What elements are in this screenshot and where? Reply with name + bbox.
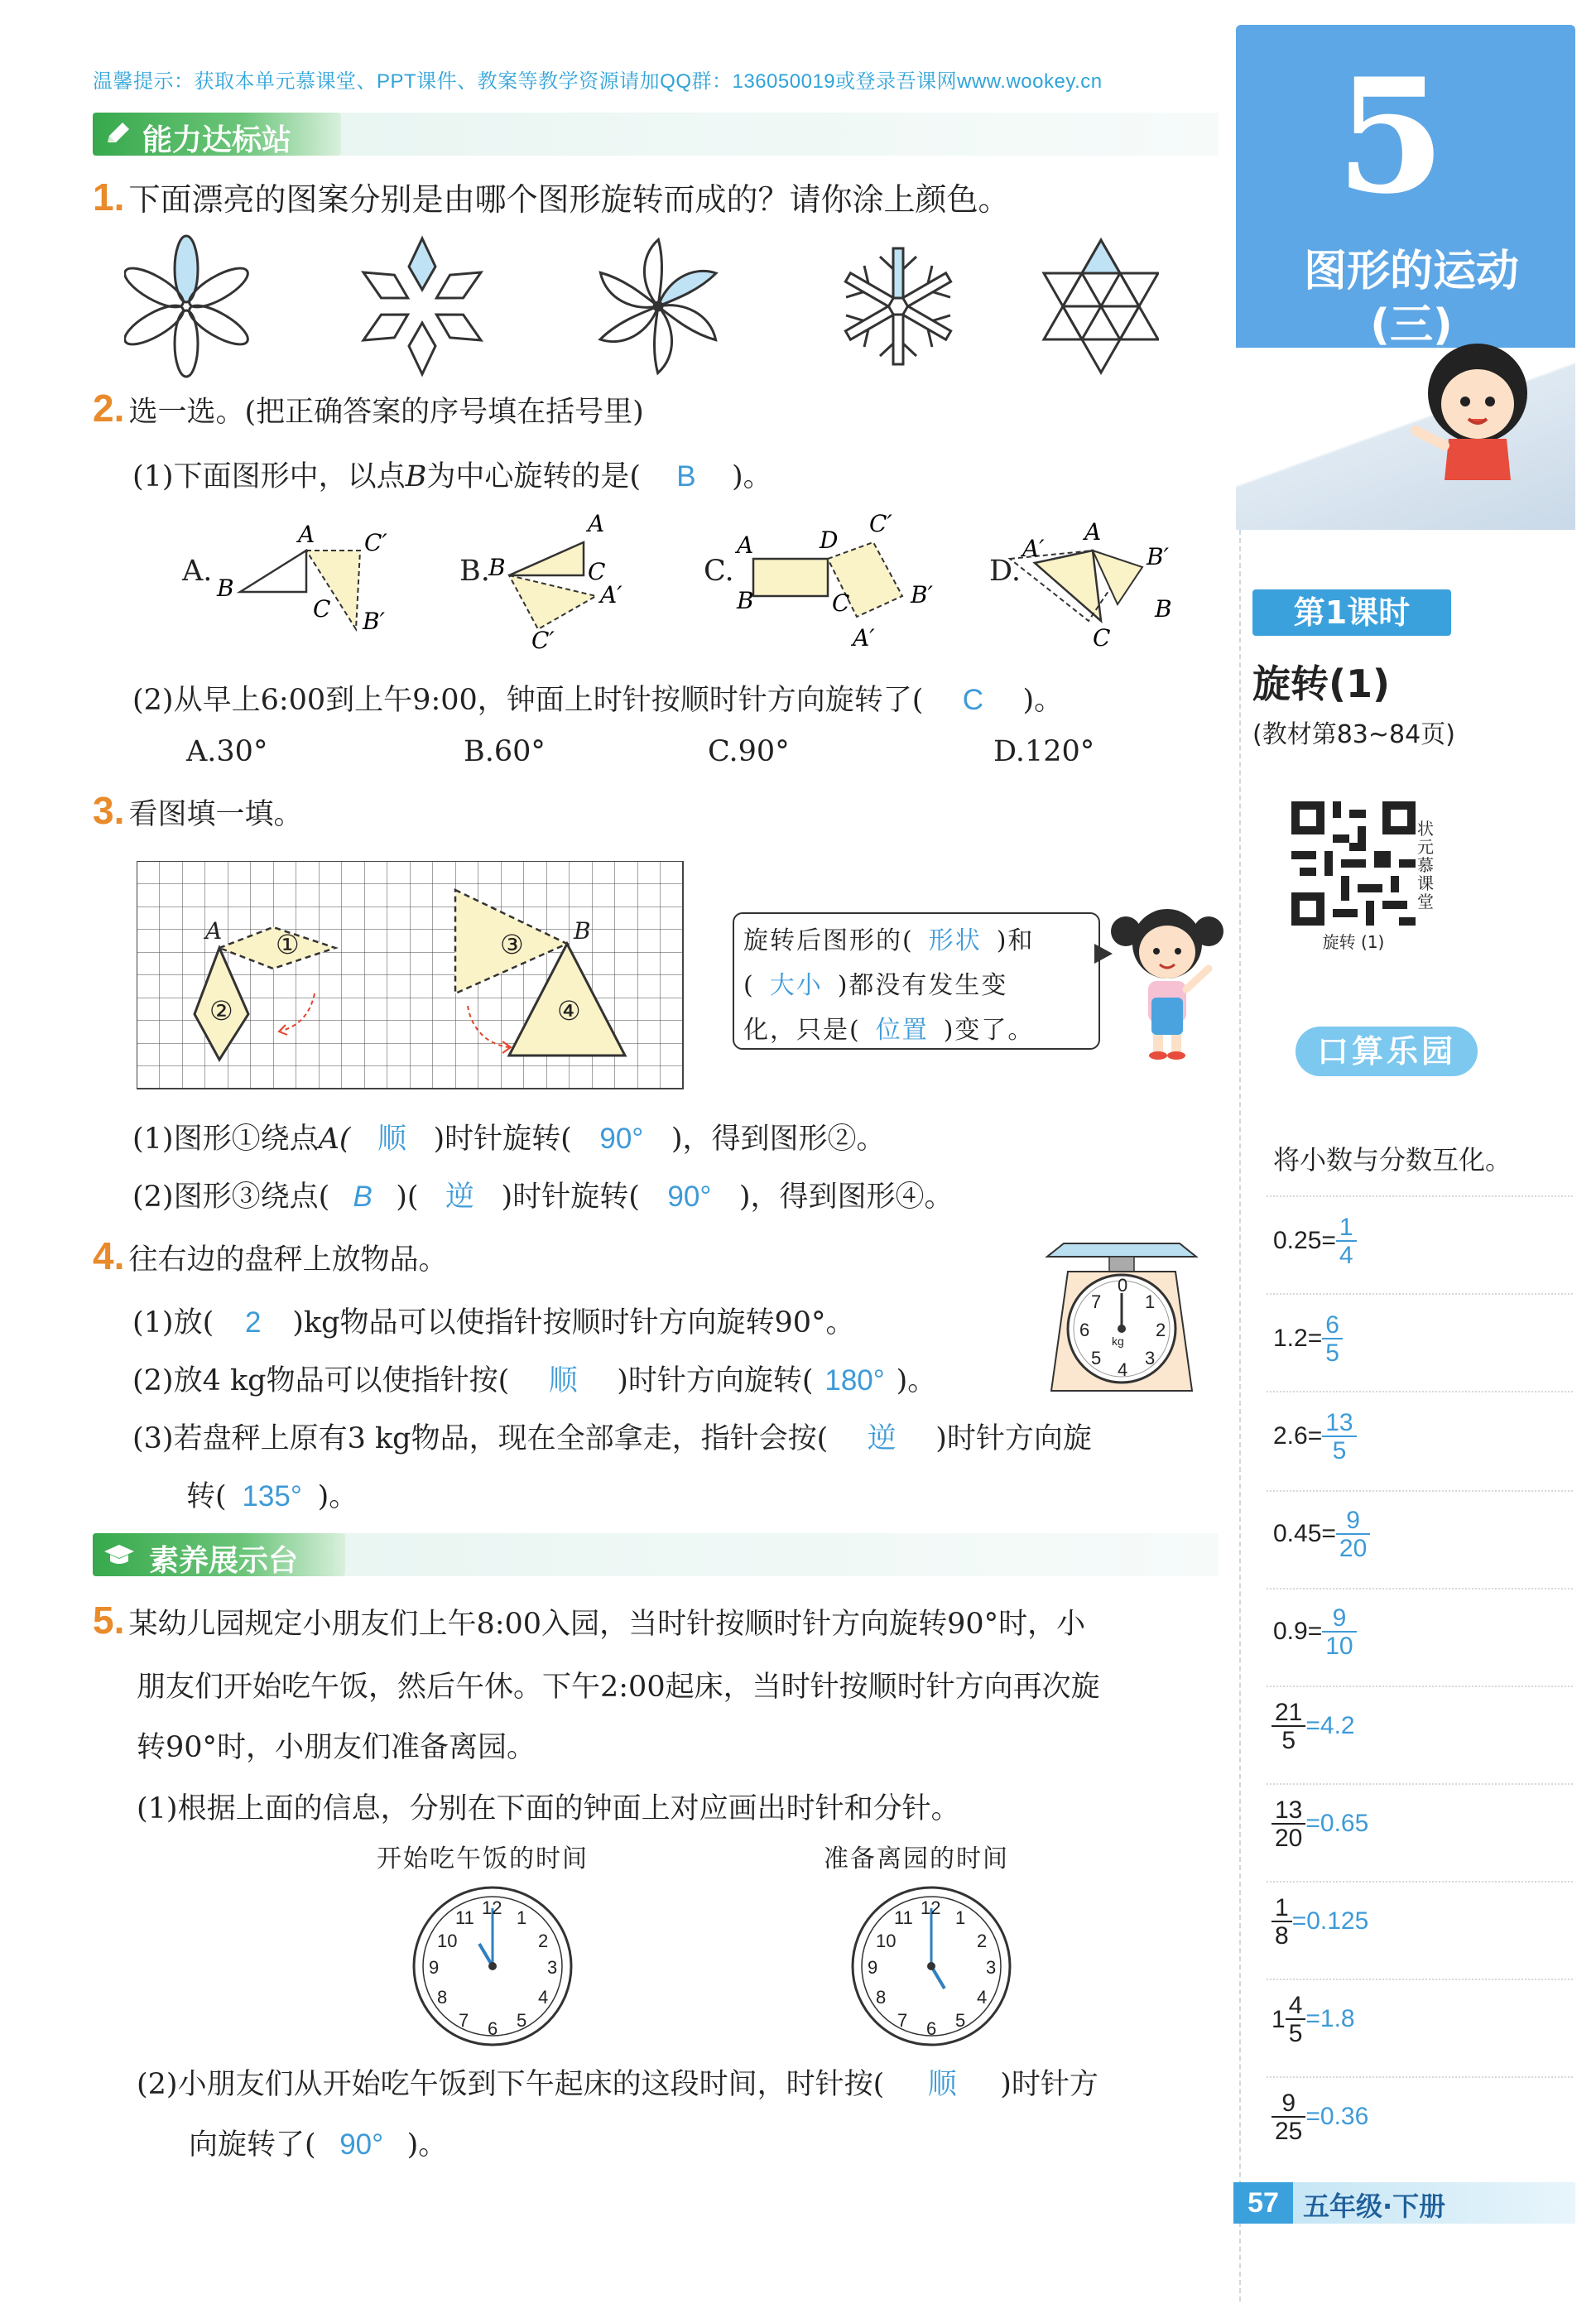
q4-p2-a: (2)放4 kg物品可以使指针按( [132, 1364, 510, 1397]
q3-p1-answer-direction: 顺 [377, 1123, 407, 1155]
q4-p1-answer: 2 [245, 1306, 262, 1339]
star-pattern [1044, 240, 1158, 373]
c2-n1: 1 [955, 1907, 966, 1928]
q2-p1-suffix: )。 [731, 460, 772, 493]
section-title: 能力达标站 [142, 123, 292, 157]
separator [1267, 1391, 1573, 1392]
q2-text-option-d: D.120° [993, 735, 1095, 768]
c1-n7: 7 [459, 2010, 469, 2031]
svg-text:A: A [588, 513, 605, 537]
q2-p1-mid: 为中心旋转的是( [426, 460, 641, 493]
shape-2-label: ② [209, 995, 233, 1027]
q2-text-option-b: B.60° [464, 735, 546, 768]
question-text: 看图填一填。 [128, 798, 303, 831]
q4-part3-cont [186, 1474, 358, 1515]
q3-p2-d: )，得到图形④。 [738, 1181, 954, 1214]
q3-part1 [132, 1116, 885, 1157]
q2-part1 [132, 454, 772, 495]
c2-n6: 6 [926, 2018, 937, 2039]
math-item-9 [1272, 1993, 1355, 2046]
denominator: 4 [1336, 1240, 1357, 1268]
unit-title: 图形的运动 [1303, 247, 1519, 296]
svg-text:C: C [832, 589, 850, 617]
point-b-label: B [574, 917, 591, 945]
question-text-line1: 某幼儿园规定小朋友们上午8:00入园，当时针按顺时针方向旋转90°时，小 [128, 1608, 1086, 1641]
q4-p1-b: )kg物品可以使指针按顺时针方向旋转90°。 [292, 1306, 855, 1339]
opt-label-b: B. [459, 555, 490, 588]
scale-unit: kg [1112, 1335, 1124, 1348]
denominator: 25 [1272, 2116, 1305, 2144]
q2-p1-answer: B [676, 460, 696, 493]
c2-n8: 8 [876, 1987, 887, 2008]
q4-p3-b: )时针方向旋 [935, 1422, 1092, 1455]
numerator: 1 [1339, 1214, 1353, 1241]
clock2-label: 准备离园的时间 [824, 1844, 1009, 1873]
bubble-l2a: ( [743, 971, 755, 1000]
question-text: 下面漂亮的图案分别是由哪个图形旋转而成的？请你涂上颜色。 [128, 181, 1010, 218]
question-3 [93, 788, 302, 833]
math-item-1 [1273, 1215, 1357, 1268]
snowflake-pattern [839, 248, 957, 364]
q2-text-option-c: C.90° [708, 735, 790, 768]
math-answer-fraction [1322, 1606, 1356, 1659]
math-question-fraction [1286, 1993, 1306, 2046]
question-text: 往右边的盘秤上放物品。 [128, 1243, 448, 1277]
q4-p3-c: 转( [186, 1480, 227, 1513]
option-c-figure [734, 513, 934, 652]
numerator: 9 [1332, 1604, 1347, 1632]
question-number: 2. [93, 387, 125, 430]
scale-num-3: 3 [1145, 1348, 1156, 1368]
q3-p2-a: (2)图形③绕点( [132, 1181, 330, 1214]
q3-grid-figure [137, 861, 691, 1093]
q3-p1-b: A( [318, 1123, 351, 1156]
svg-text:B: B [737, 587, 754, 614]
q3-p2-answer-angle: 90° [667, 1181, 712, 1213]
q2-p2-suffix: )。 [1022, 684, 1064, 717]
q5-p2-b: )时针方 [1000, 2068, 1098, 2101]
textbook-pages: (教材第83~84页) [1252, 720, 1455, 749]
svg-text:A′: A′ [853, 624, 875, 652]
bubble-l3b: )变了。 [943, 1016, 1035, 1045]
math-question: 0.9= [1273, 1617, 1323, 1645]
math-question: 0.45= [1273, 1519, 1336, 1547]
kite-pattern [357, 238, 488, 374]
separator [1267, 1293, 1573, 1295]
separator [1267, 1686, 1573, 1687]
math-answer-fraction [1336, 1508, 1370, 1561]
q5-part2 [137, 2061, 1098, 2103]
scale-num-6: 6 [1079, 1320, 1090, 1340]
c2-n7: 7 [897, 2010, 908, 2031]
denominator: 8 [1272, 1921, 1292, 1949]
q4-p2-b: )时针方向旋转( [617, 1364, 814, 1397]
denominator: 5 [1322, 1338, 1343, 1366]
section-header-ability [93, 113, 341, 156]
q4-part3 [132, 1416, 1092, 1457]
bubble-answer-position: 位置 [875, 1017, 929, 1044]
q4-part1 [132, 1300, 855, 1341]
question-number: 3. [93, 789, 125, 832]
math-item-8 [1272, 1896, 1368, 1949]
q2-p2-prefix: (2)从早上6:00到上午9:00，钟面上时针按顺时针方向旋转了( [132, 684, 924, 717]
svg-text:B: B [1155, 595, 1172, 623]
math-answer: =0.125 [1291, 1907, 1369, 1935]
bubble-answer-shape: 形状 [928, 927, 982, 955]
separator [1267, 1783, 1573, 1785]
math-answer: =0.65 [1305, 1809, 1369, 1837]
scale-num-7: 7 [1091, 1291, 1102, 1312]
question-number: 1. [93, 176, 125, 219]
clock1-label: 开始吃午饭的时间 [377, 1844, 589, 1873]
math-answer-fraction [1322, 1313, 1343, 1366]
q4-part2 [132, 1358, 936, 1399]
graduation-cap-icon [103, 1541, 136, 1570]
flower-pattern [124, 236, 253, 377]
q4-p2-c: )。 [896, 1364, 937, 1397]
separator [1267, 1881, 1573, 1883]
numerator: 21 [1275, 1699, 1303, 1726]
q3-p2-b: )( [396, 1181, 419, 1214]
c1-n1: 1 [517, 1907, 527, 1928]
c1-n8: 8 [437, 1987, 448, 2008]
whole-number: 1 [1272, 2006, 1286, 2033]
shape-3-label: ③ [500, 929, 524, 960]
mental-math-title: 口算乐园 [1296, 1027, 1478, 1076]
scale-num-2: 2 [1156, 1320, 1166, 1340]
q3-p1-answer-angle: 90° [599, 1123, 644, 1155]
math-item-7 [1272, 1798, 1368, 1851]
numerator: 9 [1346, 1507, 1360, 1534]
pencil-icon [103, 119, 132, 149]
math-question-fraction [1272, 1700, 1305, 1753]
denominator: 20 [1272, 1823, 1305, 1851]
scale-num-4: 4 [1118, 1359, 1128, 1380]
q2-text-option-a: A.30° [186, 735, 268, 768]
separator [1267, 1588, 1573, 1589]
svg-text:C′: C′ [531, 627, 555, 654]
svg-text:C′: C′ [364, 529, 387, 556]
c2-n4: 4 [977, 1987, 988, 2008]
q4-p2-answer-direction: 顺 [548, 1364, 578, 1397]
option-b-figure [488, 513, 623, 654]
denominator: 5 [1322, 1436, 1356, 1464]
denominator: 5 [1286, 2018, 1306, 2046]
scale-num-0: 0 [1118, 1275, 1128, 1296]
svg-text:A: A [1084, 518, 1102, 546]
denominator: 10 [1322, 1631, 1356, 1659]
svg-text:B: B [217, 575, 234, 602]
numerator: 13 [1275, 1796, 1303, 1824]
separator [1267, 1979, 1573, 1980]
question-4 [93, 1234, 447, 1278]
q3-p1-c: )时针旋转( [433, 1123, 572, 1156]
q3-part2 [132, 1174, 954, 1215]
math-answer: =4.2 [1305, 1711, 1355, 1739]
bubble-l3a: 化，只是( [743, 1016, 861, 1045]
q3-p1-a: (1)图形①绕点 [132, 1123, 319, 1156]
math-answer-fraction [1322, 1411, 1356, 1464]
q3-p2-answer-point: B [353, 1181, 373, 1213]
q2-p1-prefix: (1)下面图形中，以点 [132, 460, 406, 493]
svg-text:D: D [820, 527, 839, 554]
q5-p2-answer-direction: 顺 [927, 2068, 957, 2100]
qr-side-text: 状元慕课堂 [1417, 819, 1434, 911]
svg-text:A: A [737, 531, 754, 559]
c1-n11: 11 [455, 1907, 474, 1928]
math-answer: =0.36 [1305, 2102, 1369, 2130]
question-text: 选一选。(把正确答案的序号填在括号里) [128, 396, 644, 429]
grade-label: 五年级·下册 [1303, 2191, 1446, 2222]
c2-n12: 12 [921, 1897, 941, 1918]
math-item-4 [1273, 1508, 1370, 1561]
q4-p3-d: )。 [317, 1480, 358, 1513]
lesson-title: 旋转(1) [1252, 661, 1391, 706]
opt-label-c: C. [704, 555, 734, 588]
question-number: 5. [93, 1599, 125, 1642]
c1-n10: 10 [437, 1931, 458, 1951]
opt-label-a: A. [182, 555, 213, 588]
mental-instruction: 将小数与分数互化。 [1273, 1144, 1512, 1176]
math-item-2 [1273, 1313, 1343, 1366]
q2-part2 [132, 677, 1063, 719]
c2-n11: 11 [894, 1907, 913, 1928]
svg-text:B′: B′ [911, 581, 933, 608]
question-1 [93, 174, 1009, 219]
c1-n2: 2 [538, 1931, 549, 1951]
q4-p3-a: (3)若盘秤上原有3 kg物品，现在全部拿走，指针会按( [132, 1422, 829, 1455]
question-number: 4. [93, 1234, 125, 1277]
c1-n3: 3 [547, 1957, 558, 1978]
svg-text:C: C [1093, 624, 1111, 652]
svg-text:A′: A′ [1022, 535, 1045, 562]
q5-part1: (1)根据上面的信息，分别在下面的钟面上对应画出时针和分针。 [137, 1792, 960, 1825]
q5-part2-cont [189, 2122, 447, 2163]
q5-p2-a: (2)小朋友们从开始吃午饭到下午起床的这段时间，时针按( [137, 2068, 885, 2101]
svg-text:A′: A′ [600, 581, 623, 608]
q4-p1-a: (1)放( [132, 1306, 214, 1339]
separator [1267, 1195, 1573, 1197]
c2-n10: 10 [876, 1931, 897, 1951]
section-title: 素养展示台 [149, 1544, 299, 1578]
c2-n5: 5 [955, 2010, 966, 2031]
math-question: 2.6= [1273, 1421, 1323, 1450]
math-item-3 [1273, 1411, 1357, 1464]
question-2 [93, 386, 644, 430]
svg-text:C: C [588, 558, 606, 585]
c2-n3: 3 [986, 1957, 997, 1978]
separator [1267, 2076, 1573, 2078]
numerator: 13 [1325, 1409, 1353, 1436]
c1-n6: 6 [488, 2018, 498, 2039]
shape-4-label: ④ [557, 995, 581, 1027]
numerator: 4 [1288, 1992, 1303, 2019]
math-question-fraction [1272, 1798, 1305, 1851]
c1-n5: 5 [517, 2010, 527, 2031]
math-question: 0.25= [1273, 1226, 1336, 1254]
q5-p2-d: )。 [406, 2128, 448, 2162]
c1-n4: 4 [538, 1987, 549, 2008]
bubble-l2b: )都没有发生变 [837, 971, 1008, 1000]
q5-p2-c: 向旋转了( [189, 2128, 316, 2162]
column-divider [1239, 530, 1241, 2301]
svg-text:B′: B′ [363, 608, 385, 635]
scale-num-1: 1 [1145, 1291, 1156, 1312]
unit-subtitle: (三) [1370, 301, 1453, 350]
denominator: 5 [1272, 1725, 1305, 1753]
math-question-fraction [1272, 1896, 1292, 1949]
point-a-label: A [205, 917, 223, 945]
rotation-patterns [124, 232, 1159, 381]
page-number: 57 [1233, 2182, 1293, 2224]
math-item-6 [1272, 1700, 1355, 1753]
q4-p2-answer-angle: 180° [824, 1364, 885, 1397]
svg-text:A: A [298, 521, 315, 548]
denominator: 20 [1336, 1533, 1370, 1561]
option-a-figure [216, 521, 387, 635]
shape-1-label: ① [276, 929, 300, 960]
math-item-5 [1273, 1606, 1357, 1659]
bubble-l1a: 旋转后图形的( [743, 926, 914, 955]
q2-p2-answer: C [962, 684, 984, 716]
q4-p3-answer-angle: 135° [242, 1480, 302, 1512]
question-5 [93, 1598, 1235, 1642]
qr-code-icon[interactable] [1291, 801, 1416, 926]
separator [1267, 1490, 1573, 1492]
math-question-fraction [1272, 2091, 1305, 2144]
q3-p2-answer-direction: 逆 [445, 1181, 475, 1213]
q4-p3-answer-direction: 逆 [867, 1422, 897, 1455]
point-label: B [405, 460, 427, 493]
bubble-answer-size: 大小 [769, 972, 823, 999]
opt-label-d: D. [989, 555, 1021, 588]
section-header-literacy [93, 1533, 345, 1576]
c2-n2: 2 [977, 1931, 988, 1951]
qr-caption: 旋转 (1) [1322, 932, 1385, 952]
question-text-line2: 朋友们开始吃午饭，然后午休。下午2:00起床，当时针按顺时针方向再次旋 [137, 1671, 1100, 1704]
swirl-pattern [598, 238, 718, 374]
q2-option-figures [182, 513, 1200, 658]
svg-text:B: B [488, 554, 506, 581]
q5-p2-answer-angle: 90° [339, 2128, 384, 2161]
top-notice: 温馨提示：获取本单元慕课堂、PPT课件、教案等教学资源请加QQ群：136050019或登录吾课网www.wookey.cn [93, 70, 1103, 93]
svg-text:B′: B′ [1147, 543, 1169, 570]
math-answer-fraction [1336, 1215, 1357, 1268]
c2-n9: 9 [868, 1957, 878, 1978]
math-item-10 [1272, 2091, 1368, 2144]
numerator: 1 [1275, 1894, 1289, 1921]
bubble-l1b: )和 [996, 926, 1035, 955]
svg-text:C: C [313, 595, 331, 623]
question-text-line3: 转90°时，小朋友们准备离园。 [137, 1731, 536, 1764]
c1-n9: 9 [429, 1957, 440, 1978]
numerator: 6 [1325, 1311, 1339, 1339]
svg-text:C′: C′ [869, 513, 892, 537]
bubble-text [743, 919, 1099, 1053]
math-answer: =1.8 [1305, 2004, 1355, 2032]
banner-girl [1399, 339, 1548, 480]
lesson-tag: 第1课时 [1252, 589, 1451, 636]
math-question: 1.2= [1273, 1324, 1323, 1352]
scale-num-5: 5 [1091, 1348, 1102, 1368]
q3-p2-c: )时针旋转( [501, 1181, 640, 1214]
q3-p1-d: )，得到图形②。 [671, 1123, 886, 1156]
c1-n12: 12 [482, 1897, 502, 1918]
numerator: 9 [1281, 2090, 1296, 2117]
girl-illustration [1105, 898, 1229, 1060]
unit-number: 5 [1335, 44, 1446, 228]
option-d-figure [1010, 518, 1172, 652]
